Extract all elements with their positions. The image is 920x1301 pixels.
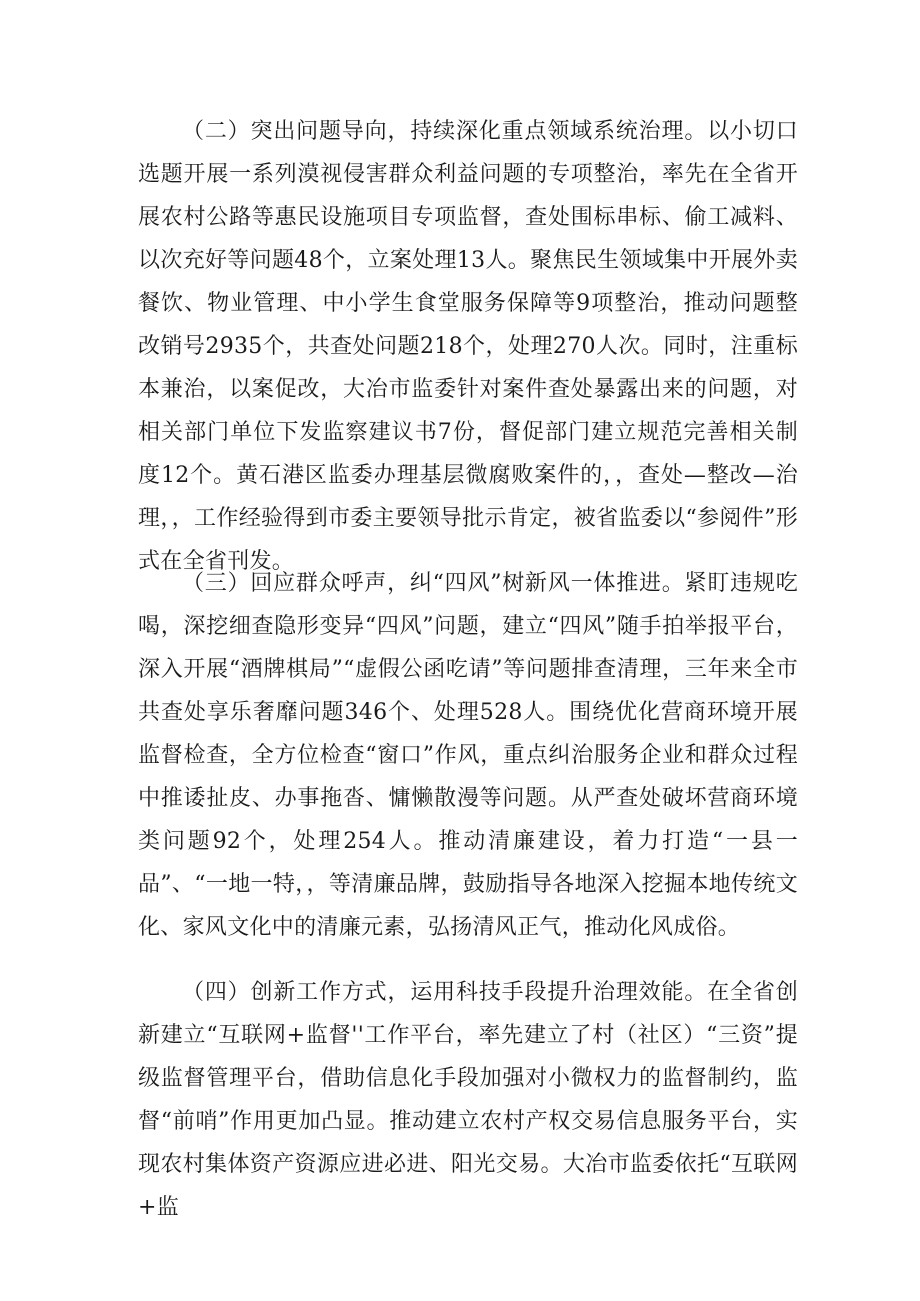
paragraph-section-4: （四）创新工作方式，运用科技手段提升治理效能。在全省创新建立“互联网+监督''工作平台，率先建立了村（社区）“三资”提级监督管理平台，借助信息化手段加强对小微权力的监督制约，监督“前哨”作用更加凸显。推动建立农村产权交易信息服务平台，实现农村集体资产资源应进必进、阳光交易。大冶市监委依托“互联网+监 xyxy=(138,980,798,1220)
paragraph-section-2: （二）突出问题导向，持续深化重点领域系统治理。以小切口选题开展一系列漠视侵害群众利益问题的专项整治，率先在全省开展农村公路等惠民设施项目专项监督，查处围标串标、偷工减料、以次充好等问题48个，立案处理13人。聚焦民生领域集中开展外卖餐饮、物业管理、中小学生食堂服务保障等9项整治，推动问题整改销号2935个，共查处问题218个，处理270人次。同时，注重标本兼治，以案促改，大冶市监委针对案件查处暴露出来的问题，对相关部门单位下发监察建议书7份，督促部门建立规范完善相关制度12个。黄石港区监委办理基层微腐败案件的，，查处—整改—治理，，工作经验得到市委主要领导批示肯定，被省监委以“参阅件”形式在全省刊发。 xyxy=(138,119,798,574)
paragraph-section-3: （三）回应群众呼声，纠“四风”树新风一体推进。紧盯违规吃喝，深挖细查隐形变异“四风”问题，建立“四风”随手拍举报平台，深入开展“酒牌棋局”“虚假公函吃请”等问题排查清理，三年来全市共查处享乐奢靡问题346个、处理528人。围绕优化营商环境开展监督检查，全方位检查“窗口”作风，重点纠治服务企业和群众过程中推诿扯皮、办事拖沓、慵懒散漫等问题。从严查处破坏营商环境类问题92个，处理254人。推动清廉建设，着力打造“一县一品”、“一地一特，，等清廉品牌，鼓励指导各地深入挖掘本地传统文化、家风文化中的清廉元素，弘扬清风正气，推动化风成俗。 xyxy=(138,571,798,940)
